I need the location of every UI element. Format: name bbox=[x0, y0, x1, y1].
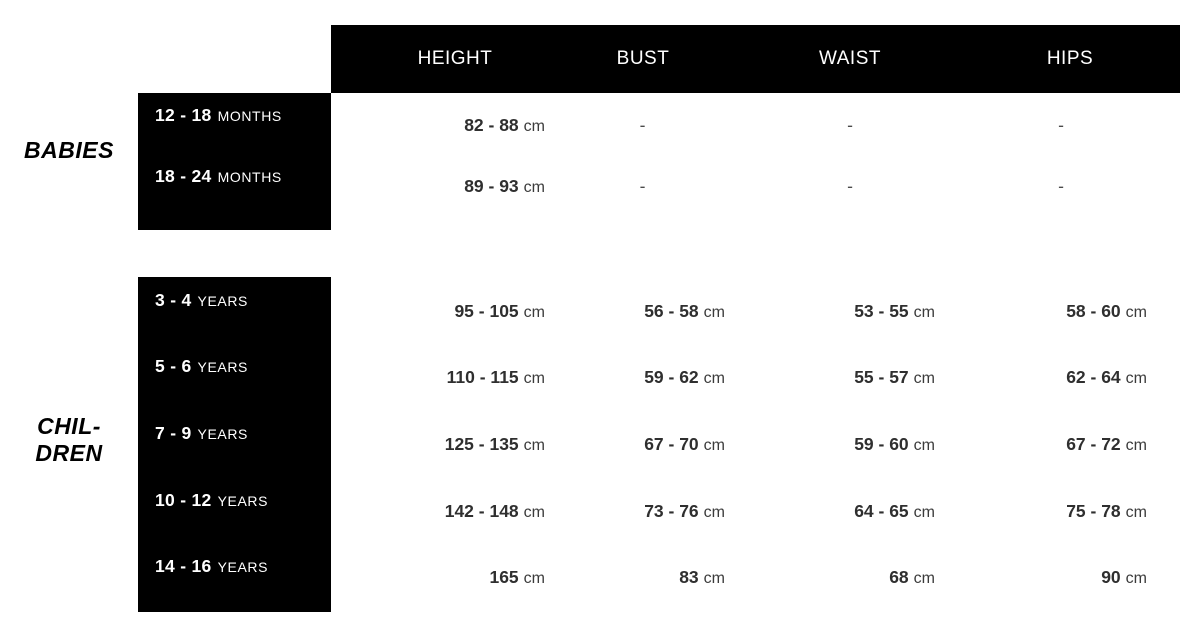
unit: cm bbox=[913, 304, 935, 321]
age-range: 18 - 24 bbox=[155, 166, 212, 186]
unit: cm bbox=[703, 370, 725, 387]
age-range: 10 - 12 bbox=[155, 490, 212, 510]
group-title-children-line2: DREN bbox=[35, 440, 103, 467]
value: 68 bbox=[889, 567, 909, 587]
column-header-hips: HIPS bbox=[1046, 48, 1094, 69]
cell-waist-babies-1 bbox=[765, 115, 935, 143]
cell-hips-babies-1 bbox=[975, 115, 1147, 143]
value: 59 - 60 bbox=[854, 434, 909, 454]
value: 89 - 93 bbox=[464, 176, 519, 196]
unit: cm bbox=[523, 304, 545, 321]
value: 56 - 58 bbox=[644, 301, 699, 321]
value: 67 - 70 bbox=[644, 434, 699, 454]
cell-hips-babies-2b bbox=[975, 176, 1147, 204]
group-title-children bbox=[0, 413, 138, 467]
value: 83 bbox=[679, 567, 699, 587]
unit: cm bbox=[1125, 370, 1147, 387]
value: 125 - 135 bbox=[444, 434, 519, 454]
unit: cm bbox=[523, 570, 545, 587]
unit: cm bbox=[703, 437, 725, 454]
unit: cm bbox=[913, 437, 935, 454]
value: 67 - 72 bbox=[1066, 434, 1121, 454]
unit: cm bbox=[703, 304, 725, 321]
value: 58 - 60 bbox=[1066, 301, 1121, 321]
value: - bbox=[1058, 115, 1064, 135]
value: - bbox=[847, 176, 853, 196]
cell-height-babies-2 bbox=[345, 176, 545, 204]
unit: cm bbox=[523, 179, 545, 196]
value: 75 - 78 bbox=[1066, 501, 1121, 521]
value: 62 - 64 bbox=[1066, 367, 1121, 387]
value: 110 - 115 bbox=[446, 367, 519, 387]
value: 142 - 148 bbox=[444, 501, 519, 521]
age-range: 14 - 16 bbox=[155, 556, 212, 576]
cell-bust-children-3 bbox=[560, 434, 725, 462]
table-row-age-children-4 bbox=[155, 490, 331, 518]
age-unit: YEARS bbox=[197, 426, 248, 442]
unit: cm bbox=[703, 570, 725, 587]
cell-bust-children-1 bbox=[560, 301, 725, 329]
unit: cm bbox=[523, 118, 545, 135]
table-row-age-children-2 bbox=[155, 356, 331, 384]
age-unit: MONTHS bbox=[217, 169, 282, 185]
table-row-age-children-5 bbox=[155, 556, 331, 584]
cell-height-children-5 bbox=[345, 567, 545, 595]
unit: cm bbox=[1125, 304, 1147, 321]
unit: cm bbox=[523, 504, 545, 521]
cell-height-babies-1 bbox=[345, 115, 545, 143]
cell-hips-children-2 bbox=[975, 367, 1147, 395]
value: 55 - 57 bbox=[854, 367, 909, 387]
cell-waist-babies-2 bbox=[765, 176, 935, 204]
unit: cm bbox=[523, 370, 545, 387]
age-unit: YEARS bbox=[197, 293, 248, 309]
unit: cm bbox=[913, 370, 935, 387]
unit: cm bbox=[1125, 504, 1147, 521]
unit: cm bbox=[703, 504, 725, 521]
unit: cm bbox=[913, 504, 935, 521]
cell-bust-children-4 bbox=[560, 501, 725, 529]
cell-waist-children-5 bbox=[765, 567, 935, 595]
unit: cm bbox=[523, 437, 545, 454]
cell-hips-children-4 bbox=[975, 501, 1147, 529]
value: - bbox=[847, 115, 853, 135]
cell-bust-babies-2 bbox=[560, 176, 725, 204]
value: - bbox=[639, 176, 646, 196]
table-row-age-babies-1 bbox=[155, 105, 331, 133]
cell-waist-children-1 bbox=[765, 301, 935, 329]
column-header-waist: WAIST bbox=[819, 48, 881, 69]
cell-waist-children-4 bbox=[765, 501, 935, 529]
cell-bust-children-5 bbox=[560, 567, 725, 595]
unit: cm bbox=[913, 570, 935, 587]
cell-height-children-4 bbox=[345, 501, 545, 529]
age-range: 5 - 6 bbox=[155, 356, 192, 376]
value: 59 - 62 bbox=[644, 367, 699, 387]
value: - bbox=[639, 115, 646, 135]
value: 165 bbox=[489, 567, 519, 587]
cell-hips-children-1 bbox=[975, 301, 1147, 329]
table-row-age-children-3 bbox=[155, 423, 331, 451]
cell-bust-babies-1 bbox=[560, 115, 725, 143]
value: 95 - 105 bbox=[454, 301, 519, 321]
table-row-age-children-1 bbox=[155, 290, 331, 318]
value: - bbox=[1058, 176, 1064, 196]
column-header-bust: BUST bbox=[616, 48, 670, 69]
age-unit: YEARS bbox=[197, 359, 248, 375]
column-header-height: HEIGHT bbox=[417, 48, 493, 69]
age-range: 12 - 18 bbox=[155, 105, 212, 125]
value: 64 - 65 bbox=[854, 501, 909, 521]
age-unit: YEARS bbox=[217, 493, 269, 509]
unit: cm bbox=[1125, 437, 1147, 454]
value: 90 bbox=[1101, 567, 1121, 587]
age-range: 7 - 9 bbox=[155, 423, 192, 443]
age-unit: MONTHS bbox=[217, 108, 282, 124]
group-title-children-line1: CHIL- bbox=[37, 413, 101, 439]
cell-height-children-1 bbox=[345, 301, 545, 329]
group-title-babies: BABIES bbox=[24, 137, 114, 163]
cell-waist-children-2 bbox=[765, 367, 935, 395]
cell-bust-children-2 bbox=[560, 367, 725, 395]
unit: cm bbox=[1125, 570, 1147, 587]
cell-height-children-3 bbox=[345, 434, 545, 462]
value: 82 - 88 bbox=[464, 115, 519, 135]
table-row-age-babies-2 bbox=[155, 166, 331, 194]
age-range: 3 - 4 bbox=[155, 290, 192, 310]
cell-hips-children-5 bbox=[975, 567, 1147, 595]
cell-height-children-2 bbox=[345, 367, 545, 395]
cell-hips-children-3 bbox=[975, 434, 1147, 462]
value: 53 - 55 bbox=[854, 301, 909, 321]
value: 73 - 76 bbox=[644, 501, 699, 521]
cell-waist-children-3 bbox=[765, 434, 935, 462]
age-unit: YEARS bbox=[217, 559, 269, 575]
